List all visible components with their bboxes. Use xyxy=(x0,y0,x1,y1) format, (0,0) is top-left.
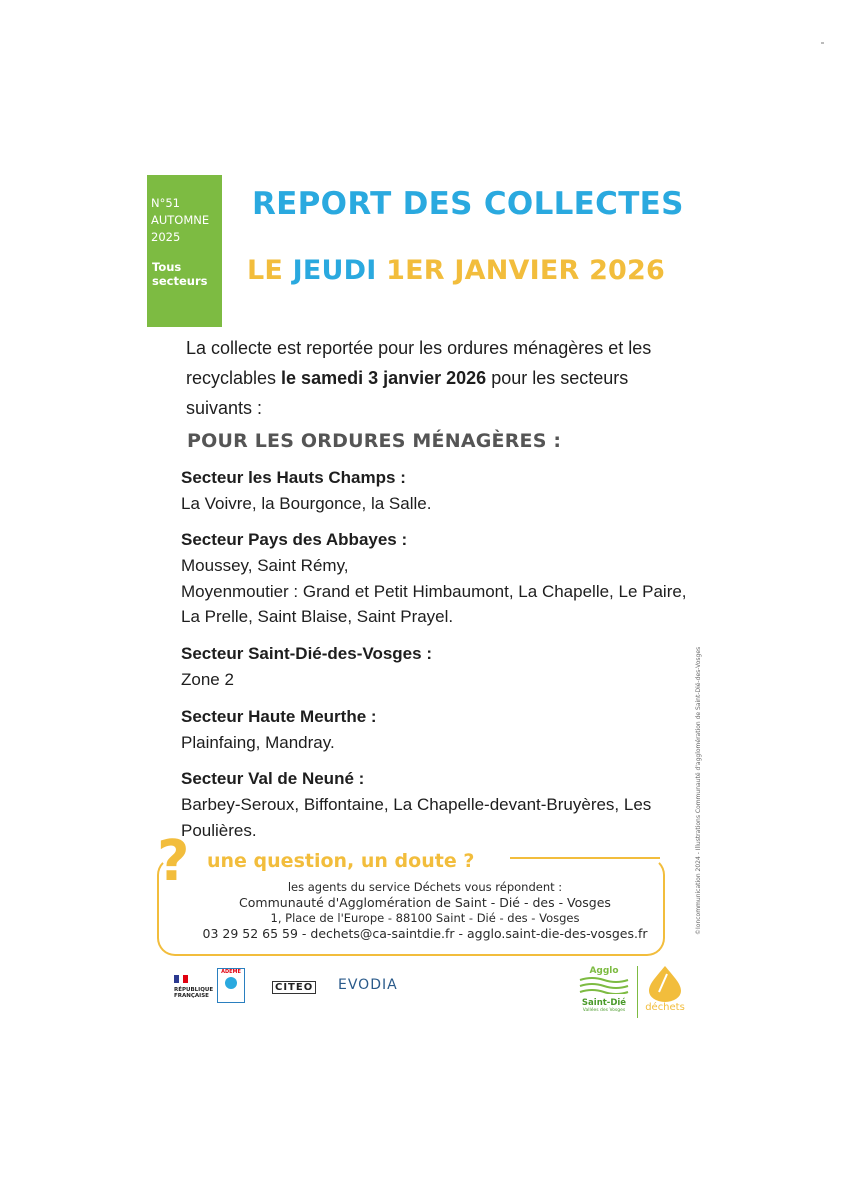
subtitle-prefix: LE xyxy=(247,255,293,286)
edition-season: AUTOMNE xyxy=(151,213,210,227)
sector-name: Secteur Val de Neuné : xyxy=(181,769,365,788)
contact-address: 1, Place de l'Europe - 88100 Saint - Dié - des - Vosges xyxy=(270,911,580,925)
ademe-logo xyxy=(217,968,245,1003)
sector-towns: Poulières. xyxy=(181,820,257,840)
drop-icon xyxy=(645,964,685,1002)
sector-saint-die xyxy=(181,641,701,693)
sector-name: Secteur Haute Meurthe : xyxy=(181,707,377,726)
sector-name: Secteur Saint-Dié-des-Vosges : xyxy=(181,644,432,663)
sectors-label xyxy=(152,260,207,288)
agglo-main-text: Saint-Dié xyxy=(581,998,627,1008)
flag-icon xyxy=(174,975,188,983)
sector-towns: Plainfaing, Mandray. xyxy=(181,733,335,752)
sector-towns: La Voivre, la Bourgonce, la Salle. xyxy=(181,494,432,513)
ademe-text: ADEME xyxy=(221,969,241,975)
illustration-credit: ©Ioncommunication 2024 - Illustrations Communauté d'agglomération de Saint-Dié-des-Vosges xyxy=(695,646,702,935)
sector-towns: Barbey-Seroux, Biffontaine, La Chapelle-devant-Bruyères, Les xyxy=(181,795,652,814)
republique-francaise-logo xyxy=(174,968,214,1008)
contact-details[interactable]: 03 29 52 65 59 - dechets@ca-saintdie.fr - agglo.saint-die-des-vosges.fr xyxy=(202,926,648,941)
contact-box-top-line xyxy=(510,857,660,859)
sector-val-de-neune xyxy=(181,766,701,843)
edition-info xyxy=(151,195,209,246)
citeo-logo: CITEO xyxy=(272,981,316,994)
section-title: POUR LES ORDURES MÉNAGÈRES : xyxy=(187,430,562,452)
dechets-logo xyxy=(640,964,690,1020)
edition-tag xyxy=(147,175,222,327)
sector-haute-meurthe xyxy=(181,704,701,756)
intro-text-2: pour les secteurs suivants : xyxy=(186,368,629,418)
intro-text-1: La collecte est reportée pour les ordures ménagères et les recyclables xyxy=(186,338,652,388)
logo-divider xyxy=(637,966,638,1018)
sector-towns: Moussey, Saint Rémy, xyxy=(181,556,349,575)
agglo-top-text: Agglo xyxy=(589,966,619,976)
contact-title: une question, un doute ? xyxy=(207,850,475,872)
page-subtitle xyxy=(247,255,665,286)
sector-towns: Moyenmoutier : Grand et Petit Himbaumont, La Chapelle, Le Paire, xyxy=(181,581,687,601)
sector-pays-des-abbayes xyxy=(181,527,701,630)
sector-towns: Zone 2 xyxy=(181,670,234,689)
evodia-logo: EVODIA xyxy=(338,977,398,993)
sector-name: Secteur les Hauts Champs : xyxy=(181,468,406,487)
intro-paragraph xyxy=(186,333,676,423)
agglo-saint-die-logo xyxy=(578,966,630,1018)
sector-towns: La Prelle, Saint Blaise, Saint Prayel. xyxy=(181,607,454,626)
subtitle-date: 1ER JANVIER 2026 xyxy=(376,255,666,286)
question-mark-icon: ? xyxy=(157,829,190,894)
ademe-icon xyxy=(219,976,243,990)
contact-line-1: les agents du service Déchets vous répondent : xyxy=(287,880,563,894)
sector-name: Secteur Pays des Abbayes : xyxy=(181,530,408,549)
edition-number: N°51 xyxy=(151,196,180,210)
republique-line-1: RÉPUBLIQUE xyxy=(174,987,214,993)
page-title: REPORT DES COLLECTES xyxy=(252,186,684,222)
sector-hauts-champs xyxy=(181,465,701,517)
republique-line-2: FRANÇAISE xyxy=(174,993,209,999)
waves-icon xyxy=(578,976,630,994)
edition-year: 2025 xyxy=(151,230,181,244)
sectors-line-2: secteurs xyxy=(152,274,208,288)
contact-line-2: Communauté d'Agglomération de Saint - Dié - des - Vosges xyxy=(239,895,611,910)
dechets-text: déchets xyxy=(645,1002,685,1013)
sectors-line-1: Tous xyxy=(152,260,182,274)
intro-date: le samedi 3 janvier 2026 xyxy=(281,368,487,388)
agglo-sub-text: Vallées des Vosges xyxy=(582,1008,626,1013)
subtitle-day: JEUDI xyxy=(292,255,377,286)
scan-speck xyxy=(821,42,824,44)
